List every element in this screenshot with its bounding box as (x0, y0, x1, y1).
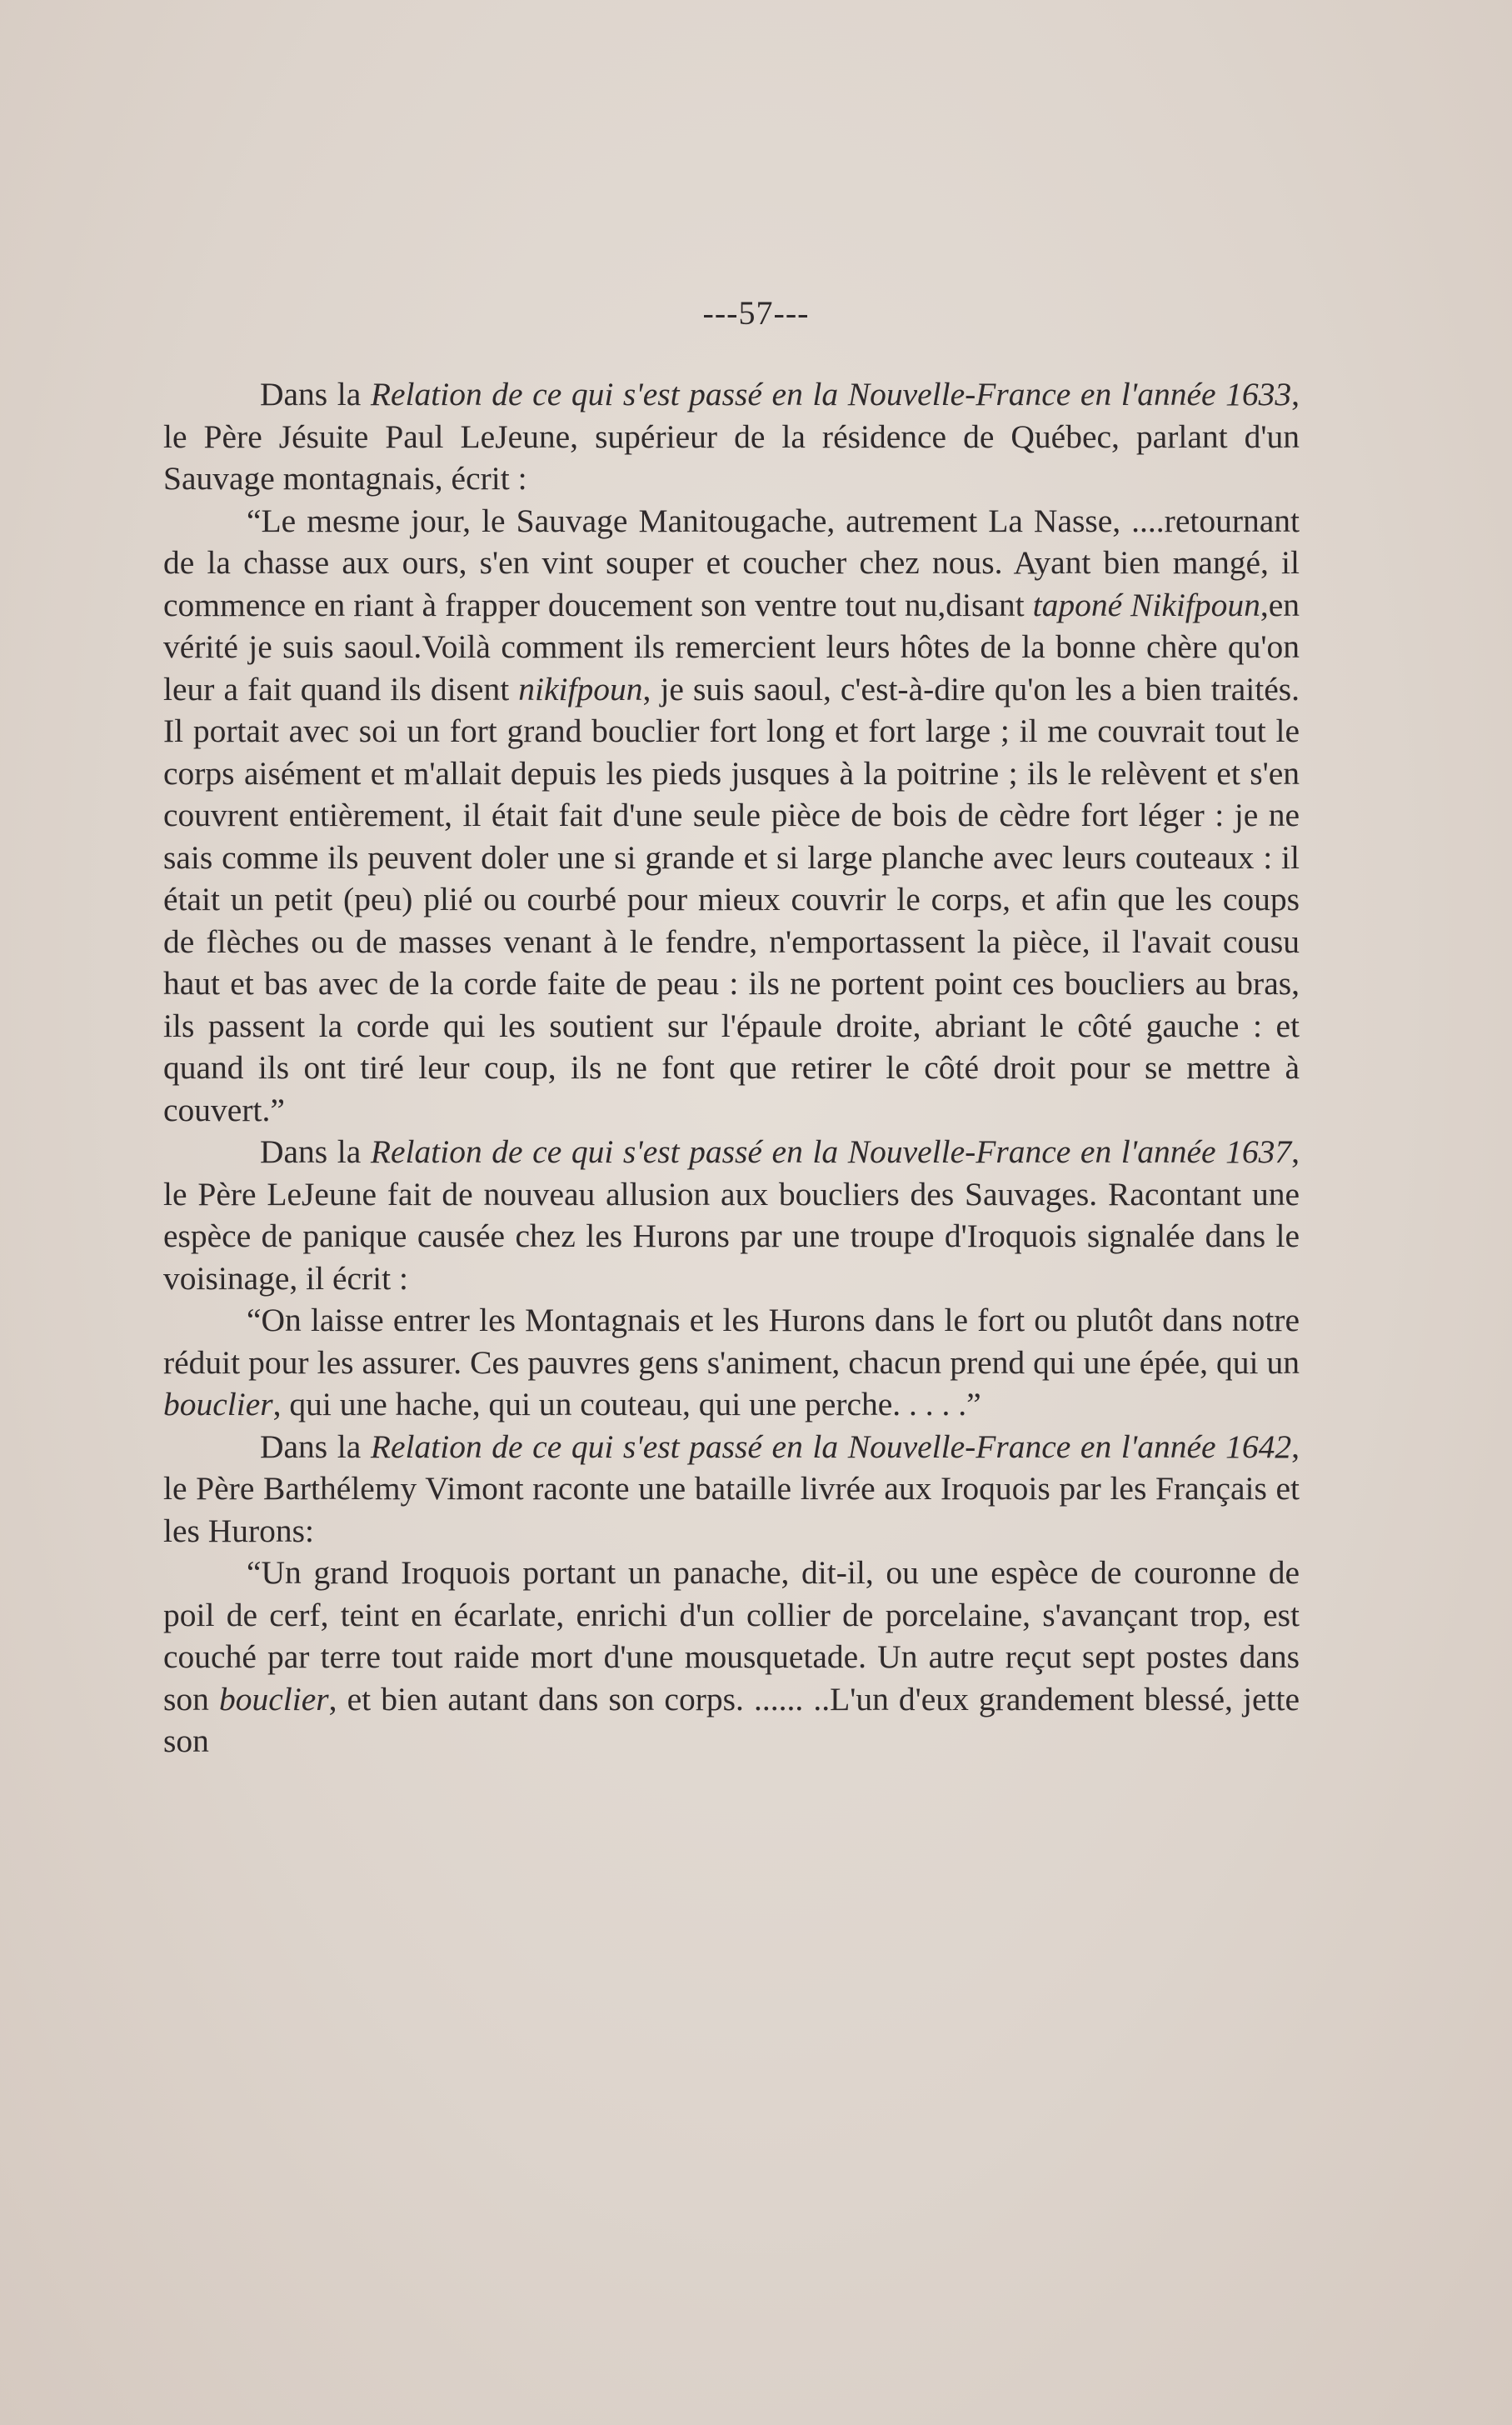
quote-hurons-panic: “On laisse entrer les Montagnais et les Hurons dans le fort ou plutôt dans notre réduit pour les assurer. Ces pauvres gens s'animent, chacun prend qui une épée, qui un bouclier, qui une hache, qui un couteau, qui une perche. . . . .” (163, 1302, 1300, 1422)
paragraph-relation-1637: Dans la Relation de ce qui s'est passé en la Nouvelle-France en l'année 1637, le Père LeJeune fait de nouveau allusion aux boucliers des Sauvages. Racontant une espèce de panique causée chez les Hurons par une troupe d'Iroquois signalée dans le voisinage, il écrit : (163, 1133, 1300, 1297)
quote-iroquois-battle: “Un grand Iroquois portant un panache, dit-il, ou une espèce de couronne de poil de cerf, teint en écarlate, enrichi d'un collier de porcelaine, s'avançant trop, est couché par terre tout raide mort d'une mousquetade. Un autre reçut sept postes dans son bouclier, et bien autant dans son corps. ...... ..L'un d'eux grandement blessé, jette son (163, 1554, 1300, 1759)
page-number: ---57--- (702, 294, 810, 332)
native-phrase-2: nikifpoun (518, 670, 643, 708)
italic-word-bouclier-1: bouclier (163, 1386, 273, 1422)
relation-title-1637: Relation de ce qui s'est passé en la Nouvelle-France en l'année 1637 (370, 1133, 1292, 1170)
relation-title-1642: Relation de ce qui s'est passé en la Nouvelle-France en l'année 1642 (370, 1428, 1292, 1465)
body-text (163, 373, 1300, 1762)
paragraph-relation-1633: Dans la Relation de ce qui s'est passé en la Nouvelle-France en l'année 1633, le Père Jésuite Paul LeJeune, supérieur de la résidence de Québec, parlant d'un Sauvage montagnais, écrit : (163, 376, 1300, 497)
paragraph-relation-1642: Dans la Relation de ce qui s'est passé en la Nouvelle-France en l'année 1642, le Père Barthélemy Vimont raconte une bataille livrée aux Iroquois par les Français et les Hurons: (163, 1428, 1300, 1549)
native-phrase-1: taponé Nikifpoun (1032, 586, 1260, 623)
quote-lejeune-shield: “Le mesme jour, le Sauvage Manitougache, autrement La Nasse, ....retournant de la chasse aux ours, s'en vint souper et coucher chez nous. Ayant bien mangé, il commence en riant à frapper doucement son ventre tout nu,disant taponé Nikifpoun,en vérité je suis saoul.Voilà comment ils remercient leurs hôtes de la bonne chère qu'on leur a fait quand ils disent nikifpoun, je suis saoul, c'est-à-dire qu'on les a bien traités. Il portait avec soi un fort grand bouclier fort long et fort large ; il me couvrait tout le corps aisément et m'allait depuis les pieds jusques à la poitrine ; ils le relèvent et s'en couvrent entièrement, il était fait d'une seule pièce de bois de cèdre fort léger : je ne sais comme ils peuvent doler une si grande et si large planche avec leurs couteaux : il était un petit (peu) plié ou courbé pour mieux couvrir le corps, et afin que les coups de flèches ou de masses venant à le fendre, n'emportassent la pièce, il l'avait cousu haut et bas avec de la corde faite de peau : ils ne portent point ces boucliers au bras, ils passent la corde qui les soutient sur l'épaule droite, abriant le côté gauche : et quand ils ont tiré leur coup, ils ne font que retirer le côté droit pour se mettre à couvert.” (163, 502, 1300, 1128)
relation-title-1633: Relation de ce qui s'est passé en la Nouvelle-France en l'année 1633 (370, 376, 1292, 412)
italic-word-bouclier-2: bouclier (218, 1680, 329, 1718)
